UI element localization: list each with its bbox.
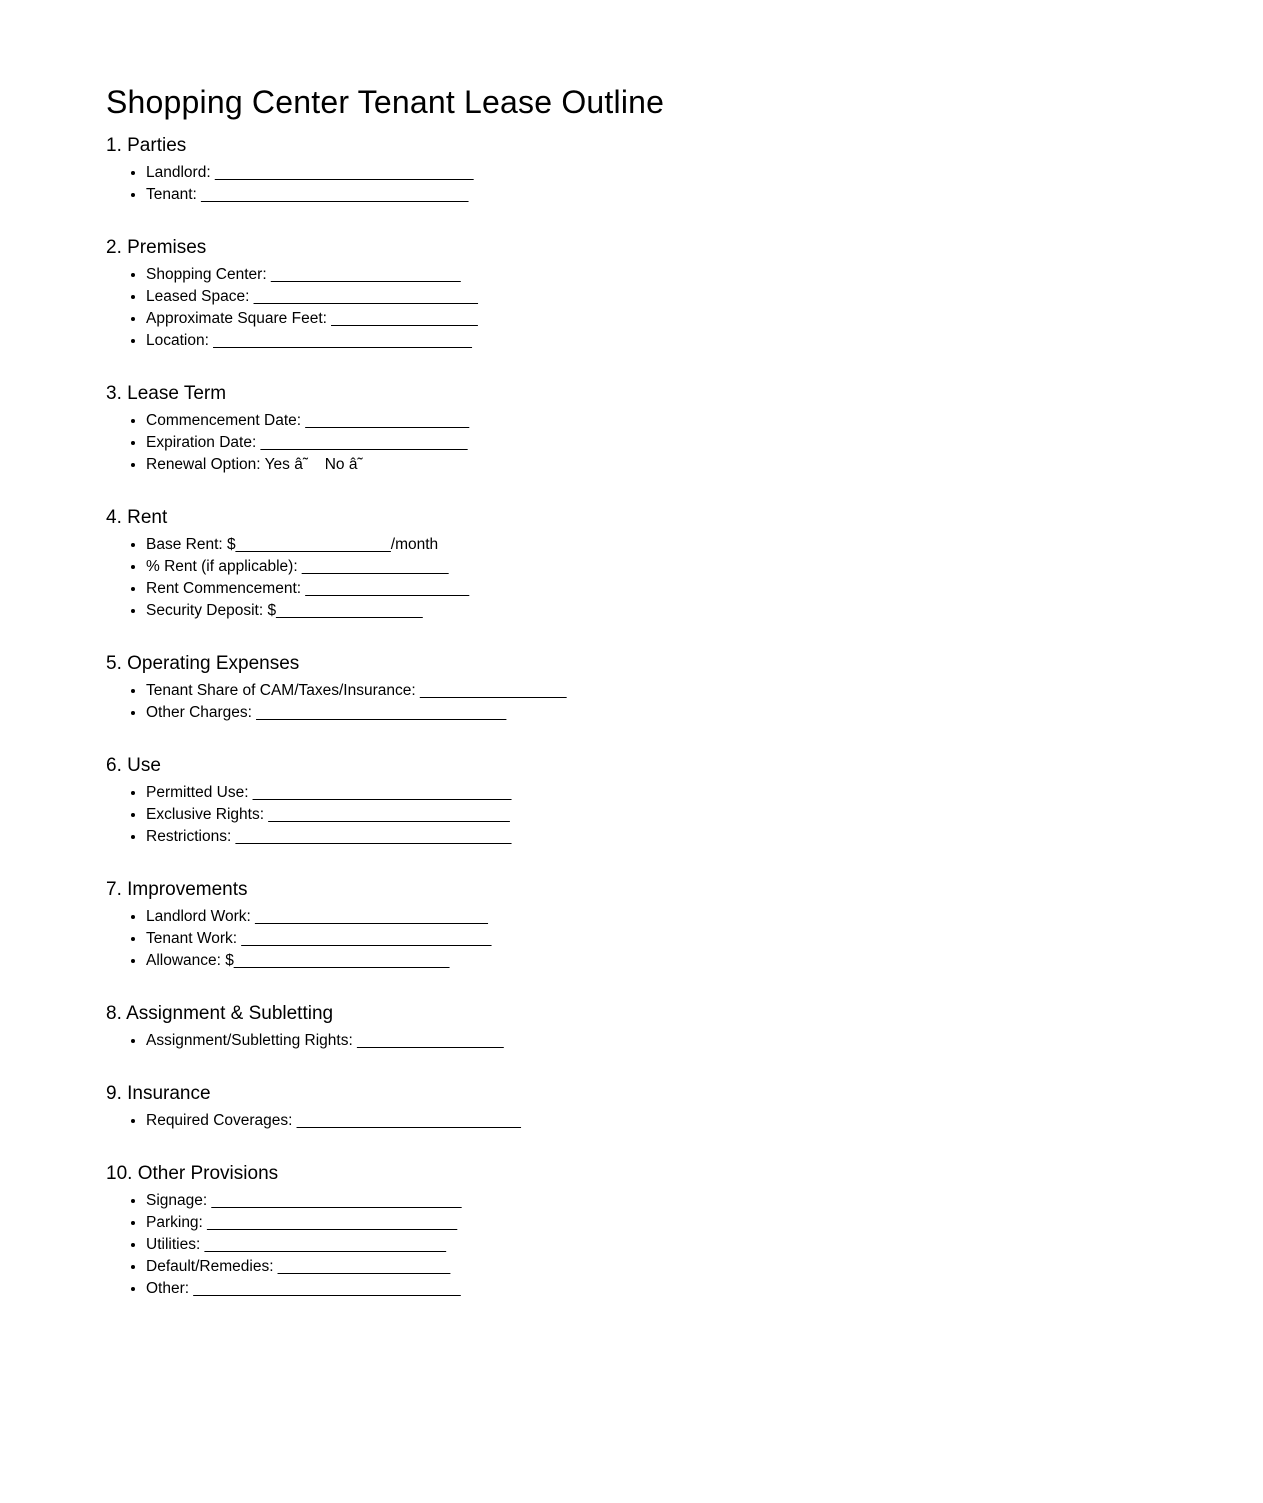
section-heading: 1. Parties (106, 135, 187, 156)
field-expiration-date: • Expiration Date: ________________________ (146, 432, 1206, 454)
field-tenant-share: • Tenant Share of CAM/Taxes/Insurance: _________________ (146, 680, 1206, 702)
field-list (106, 782, 1206, 848)
field-list (106, 264, 1206, 352)
field-renewal-option: • Renewal Option: Yes â˜ No â˜ (146, 454, 1206, 476)
field-list (106, 1190, 1206, 1300)
field-base-rent: • Base Rent: $__________________/month (146, 534, 1206, 556)
field-list (106, 410, 1206, 476)
field-security-deposit: • Security Deposit: $_________________ (146, 600, 1206, 622)
section-improvements (106, 878, 1206, 972)
section-heading: 3. Lease Term (106, 383, 227, 404)
field-tenant: • Tenant: _______________________________ (146, 184, 1206, 206)
field-allowance: • Allowance: $_________________________ (146, 950, 1206, 972)
field-percent-rent: • % Rent (if applicable): _________________ (146, 556, 1206, 578)
field-leased-space: • Leased Space: __________________________ (146, 286, 1206, 308)
field-required-coverages: • Required Coverages: __________________________ (146, 1110, 1206, 1132)
field-landlord-work: • Landlord Work: ___________________________ (146, 906, 1206, 928)
field-tenant-work: • Tenant Work: _____________________________ (146, 928, 1206, 950)
section-operating-expenses (106, 652, 1206, 724)
field-utilities: • Utilities: ____________________________ (146, 1234, 1206, 1256)
section-parties (106, 134, 1206, 206)
field-approximate-square-feet: • Approximate Square Feet: _________________ (146, 308, 1206, 330)
section-heading: 8. Assignment & Subletting (106, 1003, 334, 1024)
field-other-charges: • Other Charges: _____________________________ (146, 702, 1206, 724)
section-heading: 10. Other Provisions (106, 1163, 279, 1184)
section-insurance (106, 1082, 1206, 1132)
field-list (106, 906, 1206, 972)
field-landlord: • Landlord: ______________________________ (146, 162, 1206, 184)
field-shopping-center: • Shopping Center: ______________________ (146, 264, 1206, 286)
lease-outline-document (106, 82, 1206, 1300)
page-title: Shopping Center Tenant Lease Outline (106, 84, 665, 120)
section-premises (106, 236, 1206, 352)
field-signage: • Signage: _____________________________ (146, 1190, 1206, 1212)
field-list (106, 1110, 1206, 1132)
section-heading: 2. Premises (106, 237, 207, 258)
field-default-remedies: • Default/Remedies: ____________________ (146, 1256, 1206, 1278)
section-heading: 6. Use (106, 755, 161, 776)
section-heading: 7. Improvements (106, 879, 248, 900)
field-list (106, 534, 1206, 622)
field-restrictions: • Restrictions: ________________________________ (146, 826, 1206, 848)
field-exclusive-rights: • Exclusive Rights: ____________________________ (146, 804, 1206, 826)
field-permitted-use: • Permitted Use: ______________________________ (146, 782, 1206, 804)
field-other: • Other: _______________________________ (146, 1278, 1206, 1300)
field-parking: • Parking: _____________________________ (146, 1212, 1206, 1234)
section-use (106, 754, 1206, 848)
section-assignment-subletting (106, 1002, 1206, 1052)
section-heading: 5. Operating Expenses (106, 653, 300, 674)
section-heading: 9. Insurance (106, 1083, 211, 1104)
field-list (106, 1030, 1206, 1052)
field-commencement-date: • Commencement Date: ___________________ (146, 410, 1206, 432)
field-location: • Location: ______________________________ (146, 330, 1206, 352)
section-other-provisions (106, 1162, 1206, 1300)
field-rent-commencement: • Rent Commencement: ___________________ (146, 578, 1206, 600)
field-list (106, 680, 1206, 724)
field-assignment-subletting-rights: • Assignment/Subletting Rights: _________________ (146, 1030, 1206, 1052)
section-heading: 4. Rent (106, 507, 168, 528)
section-lease-term (106, 382, 1206, 476)
section-rent (106, 506, 1206, 622)
field-list (106, 162, 1206, 206)
